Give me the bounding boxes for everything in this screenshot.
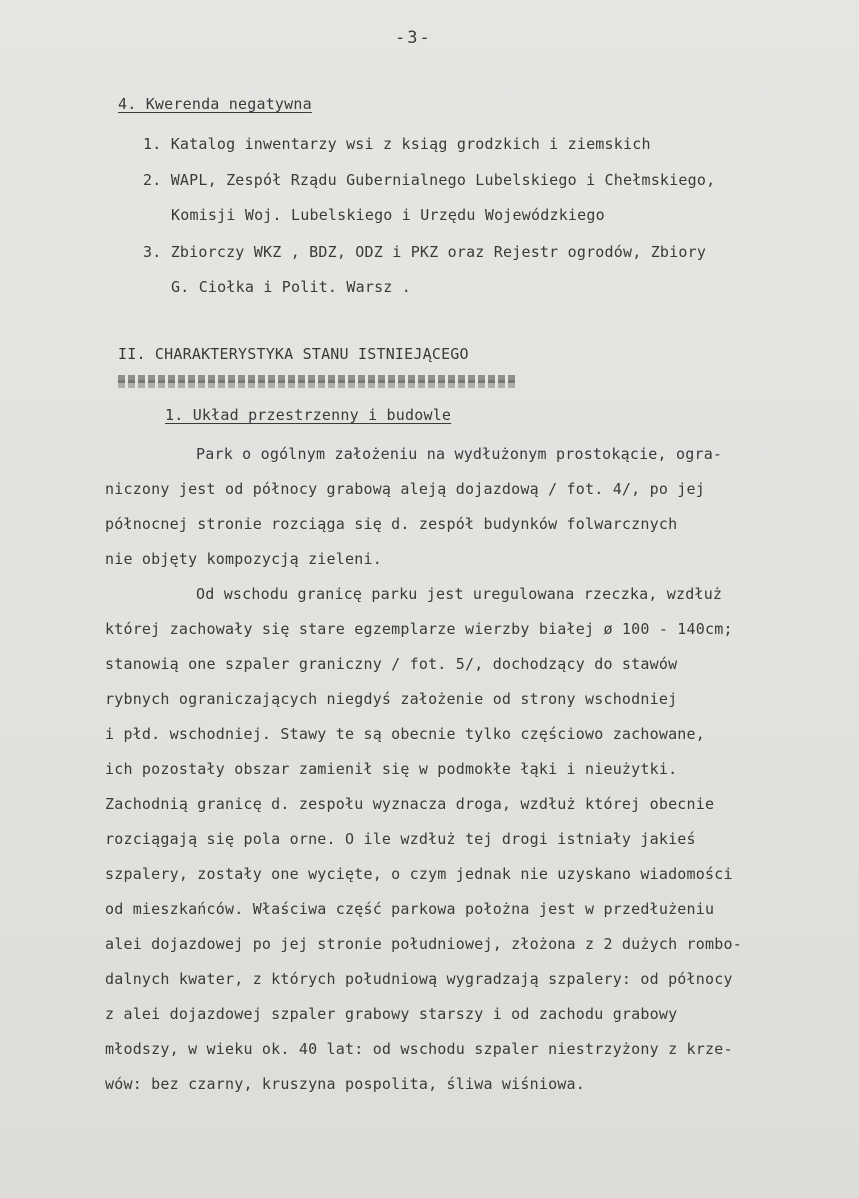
page-number: -3- bbox=[395, 28, 432, 48]
text-line-15: alei dojazdowej po jej stronie południowej, złożona z 2 dużych rombo- bbox=[105, 935, 742, 953]
section-4-item-1: 1. Katalog inwentarzy wsi z ksiąg grodzkich i ziemskich bbox=[143, 135, 651, 153]
section-4-item-3: 3. Zbiorczy WKZ , BDZ, ODZ i PKZ oraz Rejestr ogrodów, Zbiory bbox=[143, 243, 707, 261]
text-line-16: dalnych kwater, z których południową wygradzają szpalery: od północy bbox=[105, 970, 733, 988]
text-line-5: Od wschodu granicę parku jest uregulowana rzeczka, wzdłuż bbox=[196, 585, 723, 603]
text-line-12: rozciągają się pola orne. O ile wzdłuż tej drogi istniały jakieś bbox=[105, 830, 696, 848]
heading-double-underline-2 bbox=[118, 380, 518, 388]
text-line-19: wów: bez czarny, kruszyna pospolita, śliwa wiśniowa. bbox=[105, 1075, 585, 1093]
section-4-item-2-cont: Komisji Woj. Lubelskiego i Urzędu Wojewódzkiego bbox=[171, 206, 605, 224]
text-line-4: nie objęty kompozycją zieleni. bbox=[105, 550, 382, 568]
subsection-heading: 1. Układ przestrzenny i budowle bbox=[165, 406, 452, 424]
text-line-17: z alei dojazdowej szpaler grabowy starszy i od zachodu grabowy bbox=[105, 1005, 678, 1023]
text-line-9: i płd. wschodniej. Stawy te są obecnie tylko częściowo zachowane, bbox=[105, 725, 705, 743]
text-line-2: niczony jest od północy grabową aleją dojazdową / fot. 4/, po jej bbox=[105, 480, 705, 498]
section-4-item-2: 2. WAPL, Zespół Rządu Gubernialnego Lubelskiego i Chełmskiego, bbox=[143, 171, 716, 189]
text-line-10: ich pozostały obszar zamienił się w podmokłe łąki i nieużytki. bbox=[105, 760, 678, 778]
text-line-14: od mieszkańców. Właściwa część parkowa położna jest w przedłużeniu bbox=[105, 900, 715, 918]
text-line-13: szpalery, zostały one wycięte, o czym jednak nie uzyskano wiadomości bbox=[105, 865, 733, 883]
text-line-18: młodszy, w wieku ok. 40 lat: od wschodu szpaler niestrzyżony z krze- bbox=[105, 1040, 733, 1058]
section-ii-heading: II. CHARAKTERYSTYKA STANU ISTNIEJĄCEGO bbox=[118, 345, 469, 363]
text-line-6: której zachowały się stare egzemplarze wierzby białej ø 100 - 140cm; bbox=[105, 620, 733, 638]
text-line-7: stanowią one szpaler graniczny / fot. 5/, dochodzący do stawów bbox=[105, 655, 678, 673]
text-line-11: Zachodnią granicę d. zespołu wyznacza droga, wzdłuż której obecnie bbox=[105, 795, 715, 813]
section-4-item-3-cont: G. Ciołka i Polit. Warsz . bbox=[171, 278, 411, 296]
text-line-8: rybnych ograniczających niegdyś założenie od strony wschodniej bbox=[105, 690, 678, 708]
text-line-1: Park o ogólnym założeniu na wydłużonym prostokącie, ogra- bbox=[196, 445, 723, 463]
text-line-3: północnej stronie rozciąga się d. zespół budynków folwarcznych bbox=[105, 515, 678, 533]
section-4-heading: 4. Kwerenda negatywna bbox=[118, 95, 312, 113]
